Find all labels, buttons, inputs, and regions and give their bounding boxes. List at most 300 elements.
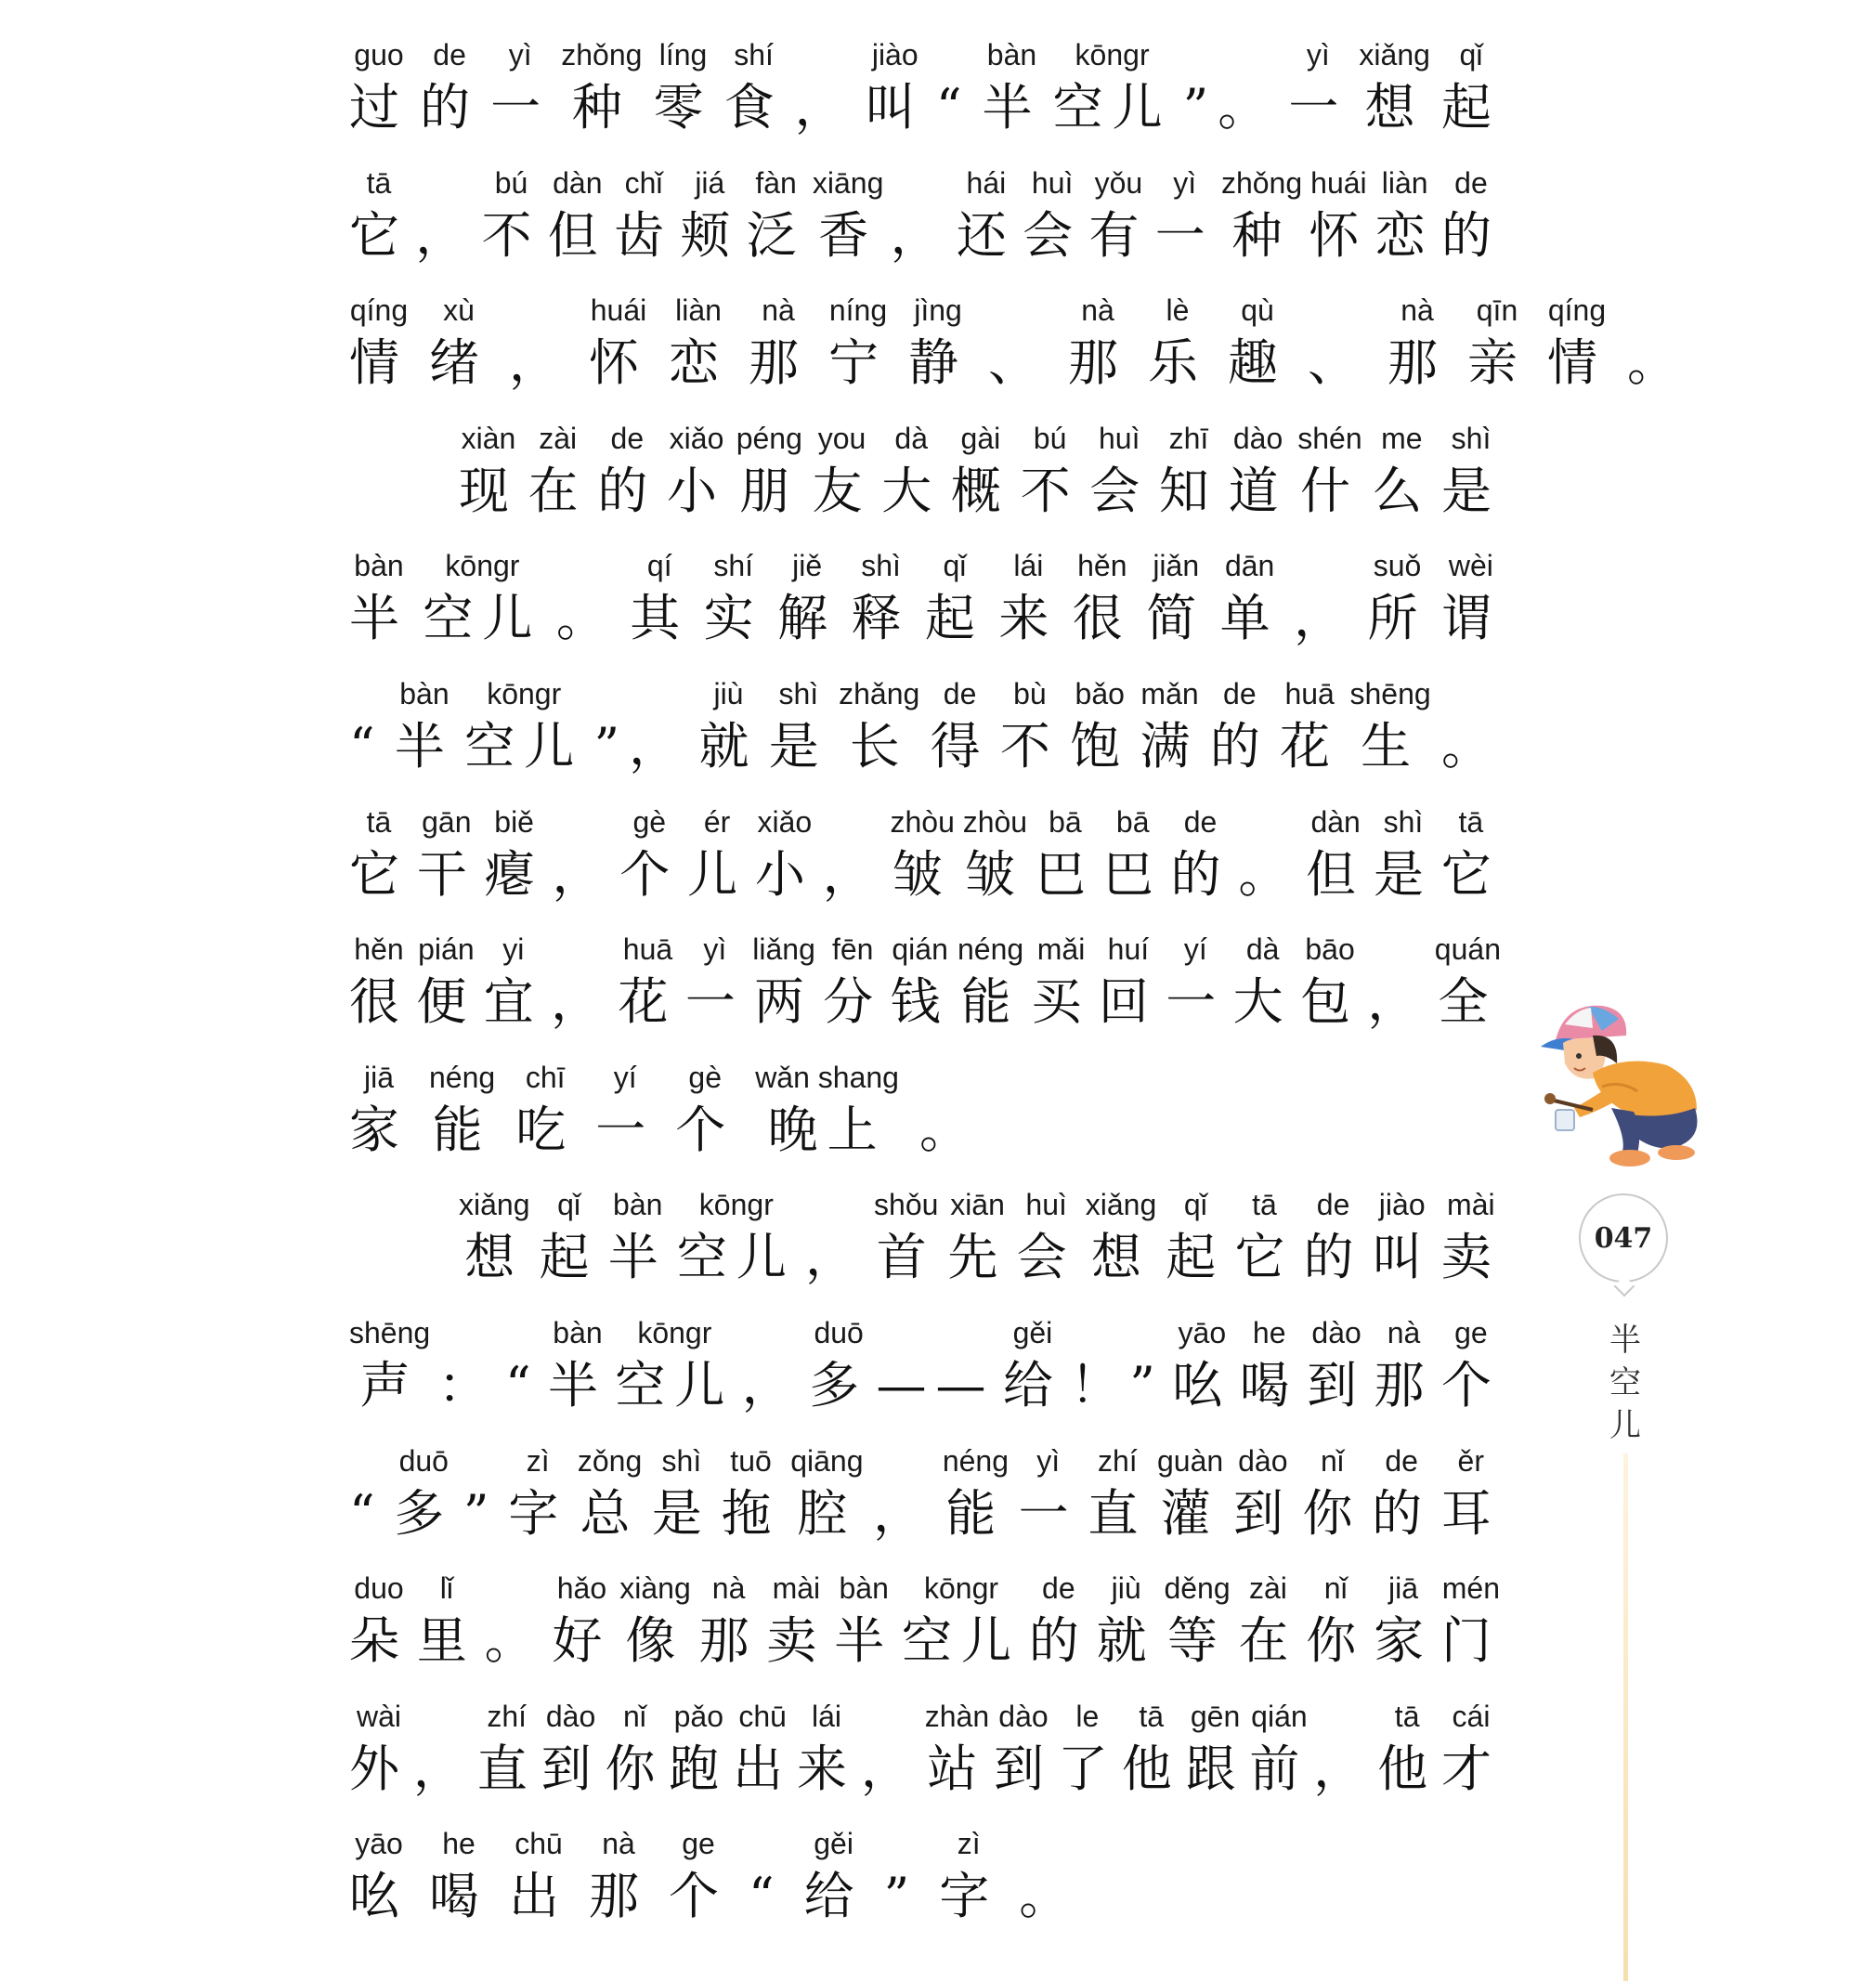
pinyin: ge: [1454, 1315, 1488, 1349]
hanzi: 跑: [669, 1739, 729, 1798]
pinyin: dào: [1232, 421, 1283, 455]
ruby-token: [490, 35, 550, 137]
hanzi: 儿: [687, 844, 748, 904]
hanzi: 一: [1288, 78, 1348, 137]
hanzi: 静: [908, 333, 968, 393]
ruby-token: [349, 802, 409, 905]
ruby-token: [505, 1313, 541, 1415]
pinyin: hái: [966, 165, 1007, 200]
hanzi: 。: [484, 1611, 544, 1671]
ruby-token: [749, 291, 808, 393]
hanzi: 喝: [1239, 1355, 1299, 1414]
ruby-token: [1021, 419, 1080, 521]
ruby-token: [1304, 1185, 1363, 1287]
hanzi: 是: [1440, 461, 1501, 520]
hanzi: ，: [1313, 1739, 1374, 1798]
pinyin: hěn: [354, 932, 404, 967]
hanzi: 全: [1438, 972, 1498, 1032]
hanzi: 吃: [515, 1100, 576, 1159]
pinyin: ěr: [1457, 1443, 1484, 1478]
hanzi: 他: [1377, 1739, 1438, 1798]
pinyin: gè: [688, 1060, 722, 1094]
text-line: [349, 1824, 1501, 1952]
hanzi: 释: [851, 589, 911, 648]
ruby-token: [1053, 35, 1172, 137]
hanzi: 不: [481, 205, 541, 265]
pinyin: qián: [892, 932, 948, 967]
ruby-token: [597, 419, 657, 521]
ruby-token: [963, 802, 1027, 905]
hanzi: “: [349, 716, 384, 775]
hanzi: 能: [432, 1100, 492, 1159]
pinyin: chū: [738, 1699, 787, 1733]
ruby-token: [541, 1697, 601, 1799]
hanzi: ”。: [1182, 78, 1278, 137]
hanzi: 它: [1234, 1228, 1295, 1287]
ruby-token: [1233, 930, 1293, 1032]
hanzi: 能: [960, 972, 1021, 1032]
hanzi: 现: [459, 461, 518, 520]
ruby-token: [742, 1313, 801, 1415]
ruby-token: [459, 419, 518, 521]
ruby-token: [1086, 1185, 1157, 1287]
ruby-token: [698, 674, 758, 776]
pinyin: yì: [508, 38, 532, 72]
hanzi: 齿: [614, 205, 674, 265]
ruby-token: [515, 1058, 575, 1160]
pinyin: qǐ: [943, 549, 967, 583]
ruby-token: [1374, 1569, 1433, 1671]
pinyin: tā: [1458, 804, 1484, 839]
hanzi: 叫: [865, 78, 925, 137]
ruby-token: [669, 1824, 728, 1926]
hanzi: ，: [552, 844, 612, 904]
ruby-token: [925, 1697, 989, 1799]
ruby-token: [552, 1569, 611, 1671]
ruby-token: [1302, 1441, 1361, 1544]
pinyin: nǐ: [622, 1699, 646, 1733]
ruby-token: [1441, 419, 1501, 521]
hanzi: 的: [597, 461, 658, 520]
ruby-token: [415, 163, 475, 266]
ruby-token: [1088, 163, 1148, 266]
ruby-token: [755, 1058, 899, 1160]
ruby-token: [1166, 1185, 1225, 1287]
pinyin: duo: [354, 1571, 404, 1606]
hanzi: 瘪: [484, 844, 544, 904]
hanzi: 绪: [429, 333, 489, 393]
hanzi: 空儿: [464, 716, 584, 775]
pinyin: kōngr: [487, 676, 562, 710]
pinyin: bāo: [1305, 932, 1355, 967]
hanzi: 才: [1441, 1739, 1501, 1798]
ruby-token: [423, 546, 541, 648]
hanzi: 皱: [892, 844, 953, 904]
hanzi: 总: [580, 1483, 640, 1543]
sidebar-divider: [1623, 1453, 1628, 1981]
pinyin: ge: [682, 1827, 715, 1861]
pinyin: he: [442, 1827, 476, 1861]
pinyin: qǐ: [557, 1188, 581, 1222]
pinyin: wèi: [1448, 549, 1493, 583]
boy-eating-icon: [1537, 998, 1713, 1179]
ruby-token: [931, 674, 990, 776]
ruby-token: [1221, 163, 1302, 266]
ruby-token: [1238, 802, 1297, 905]
hanzi: 巴: [1035, 844, 1095, 904]
hanzi: 空儿: [615, 1355, 735, 1414]
ruby-token: [809, 1313, 868, 1415]
hanzi: 花: [618, 972, 678, 1032]
hanzi: 跟: [1185, 1739, 1245, 1798]
pinyin: tuō: [730, 1443, 772, 1478]
ruby-token: [1300, 930, 1360, 1032]
ruby-token: [1023, 163, 1082, 266]
ruby-token: [1019, 1824, 1078, 1926]
hanzi: 来: [998, 589, 1059, 648]
pinyin: shì: [1451, 421, 1492, 455]
ruby-token: [420, 35, 479, 137]
ruby-token: [540, 1185, 599, 1287]
ruby-token: [852, 546, 911, 648]
pinyin: jiā: [363, 1060, 394, 1094]
pinyin: suǒ: [1373, 549, 1422, 583]
ruby-token: [349, 1569, 409, 1671]
text-line: [349, 163, 1501, 292]
hanzi: 。: [1627, 333, 1687, 393]
ruby-token: [551, 930, 610, 1032]
ruby-token: [1233, 1441, 1293, 1544]
ruby-token: [630, 546, 689, 648]
hanzi: 起: [1166, 1228, 1226, 1287]
hanzi: ，: [860, 1739, 920, 1798]
pinyin: wǎn shang: [755, 1060, 899, 1094]
hanzi: 想: [1364, 78, 1425, 137]
ruby-token: [349, 1824, 409, 1926]
ruby-token: [699, 1569, 759, 1671]
ruby-token: [1070, 674, 1129, 776]
pinyin: duō: [398, 1443, 449, 1478]
hanzi: ，: [873, 1483, 933, 1543]
ruby-token: [1068, 291, 1127, 393]
pinyin: zhòu: [962, 804, 1028, 839]
hanzi: 饱: [1070, 716, 1130, 775]
pinyin: xù: [443, 293, 475, 328]
ruby-token: [1367, 546, 1427, 648]
hanzi: “: [749, 1867, 784, 1926]
hanzi: 那: [1374, 1355, 1434, 1414]
ruby-token: [548, 163, 607, 266]
pinyin: you: [817, 421, 866, 455]
hanzi: “: [935, 78, 971, 137]
pinyin: ér: [703, 804, 731, 839]
ruby-token: [1441, 163, 1501, 266]
hanzi: ，: [509, 333, 568, 393]
ruby-token: [948, 1185, 1008, 1287]
ruby-token: [733, 1697, 792, 1799]
ruby-token: [654, 35, 713, 137]
pinyin: liàn: [1381, 165, 1428, 200]
ruby-token: [1249, 1697, 1309, 1799]
text-line: [349, 546, 1501, 674]
hanzi: 亲: [1467, 333, 1527, 393]
pinyin: jiǎn: [1153, 549, 1200, 583]
ruby-token: [349, 163, 409, 266]
hanzi: 字: [508, 1483, 568, 1543]
hanzi: 多: [809, 1355, 869, 1414]
hanzi: 能: [945, 1483, 1006, 1543]
ruby-token: [1294, 546, 1353, 648]
hanzi: 半: [834, 1611, 894, 1671]
hanzi: ，: [794, 78, 854, 137]
ruby-token: [1017, 1185, 1076, 1287]
ruby-token: [509, 291, 568, 393]
ruby-token: [1070, 1313, 1165, 1415]
hanzi: 一: [1154, 205, 1215, 265]
chapter-title-char: 半: [1609, 1322, 1641, 1359]
text-line: [349, 1569, 1501, 1697]
pinyin: xiàn: [461, 421, 516, 455]
ruby-token: [429, 1058, 495, 1160]
ruby-token: [685, 930, 745, 1032]
hanzi: 好: [552, 1611, 612, 1671]
ruby-token: [1372, 1441, 1431, 1544]
pinyin: xiǎng: [1085, 1188, 1157, 1222]
ruby-token: [769, 674, 828, 776]
pinyin: lǐ: [439, 1571, 453, 1606]
ruby-token: [823, 930, 882, 1032]
pinyin: shì: [661, 1443, 702, 1478]
hanzi: ，: [890, 205, 950, 265]
ruby-token: [795, 35, 854, 137]
pinyin: qiāng: [790, 1443, 864, 1478]
hanzi: 小: [667, 461, 727, 520]
ruby-token: [1238, 1569, 1297, 1671]
pinyin: qí: [646, 549, 672, 583]
ruby-token: [1240, 1313, 1299, 1415]
hanzi: 单: [1219, 589, 1280, 648]
ruby-token: [805, 1185, 865, 1287]
ruby-token: [1122, 1697, 1181, 1799]
ruby-token: [866, 35, 925, 137]
hanzi: 半: [349, 589, 409, 648]
hanzi: 便: [416, 972, 476, 1032]
pinyin: huā: [622, 932, 673, 967]
hanzi: 皱: [965, 844, 1025, 904]
ruby-token: [1097, 1569, 1156, 1671]
hanzi: 的: [1303, 1228, 1363, 1287]
ruby-token: [1297, 419, 1361, 521]
hanzi: 的: [420, 78, 480, 137]
text-line: [349, 802, 1501, 931]
hanzi: 到: [1307, 1355, 1367, 1414]
hanzi: 。: [918, 1100, 979, 1159]
hanzi: 谓: [1440, 589, 1501, 648]
ruby-token: [605, 1697, 664, 1799]
hanzi: 你: [605, 1739, 665, 1798]
hanzi: 的: [1028, 1611, 1088, 1671]
hanzi: 一: [684, 972, 745, 1032]
hanzi: 其: [630, 589, 690, 648]
ruby-token: [438, 1313, 498, 1415]
hanzi: 卖: [1440, 1228, 1501, 1287]
hanzi: 想: [1091, 1228, 1152, 1287]
ruby-token: [484, 930, 543, 1032]
ruby-token: [413, 1697, 473, 1799]
hanzi: 字: [939, 1867, 999, 1926]
ruby-token: [1099, 930, 1158, 1032]
hanzi: 外: [349, 1739, 409, 1798]
pinyin: jiā: [1388, 1571, 1419, 1606]
pinyin: yí: [613, 1060, 637, 1094]
hanzi: ，: [415, 205, 476, 265]
hanzi: 泛: [746, 205, 806, 265]
chapter-title: [1602, 1319, 1648, 1447]
hanzi: 家: [349, 1100, 409, 1159]
hanzi: “: [504, 1355, 541, 1414]
ruby-token: [1058, 1697, 1117, 1799]
pinyin: néng: [942, 1443, 1009, 1478]
pinyin: jiù: [713, 676, 744, 710]
hanzi: 前: [1249, 1739, 1309, 1798]
ruby-token: [1229, 419, 1288, 521]
pinyin: jiá: [695, 165, 725, 200]
hanzi: 概: [950, 461, 1010, 520]
ruby-token: [1373, 1185, 1432, 1287]
hanzi: 所: [1367, 589, 1427, 648]
hanzi: 种: [1231, 205, 1292, 265]
hanzi: 半: [607, 1228, 668, 1287]
pinyin: de: [433, 38, 466, 72]
pinyin: gěi: [1012, 1315, 1053, 1349]
hanzi: 在: [528, 461, 588, 520]
page-number: 047: [1594, 1221, 1653, 1255]
text-line: [349, 674, 1501, 802]
pinyin: shì: [778, 676, 819, 710]
hanzi: 的: [1209, 716, 1270, 775]
ruby-token: [1441, 1697, 1501, 1799]
hanzi: 食: [723, 78, 784, 137]
hanzi: 你: [1306, 1611, 1366, 1671]
chapter-title-char: 儿: [1609, 1407, 1641, 1444]
pinyin: de: [1385, 1443, 1418, 1478]
ruby-token: [1183, 35, 1278, 137]
pinyin: néng: [429, 1060, 496, 1094]
hanzi: 么: [1372, 461, 1432, 520]
hanzi: 起: [539, 1228, 599, 1287]
pinyin: hěn: [1077, 549, 1127, 583]
pinyin: nà: [762, 293, 795, 328]
ruby-token: [417, 1569, 476, 1671]
pinyin: nà: [1387, 1315, 1421, 1349]
hanzi: 很: [1072, 589, 1132, 648]
hanzi: 给: [803, 1867, 864, 1926]
pinyin: gēn: [1190, 1699, 1241, 1733]
ruby-token: [884, 1824, 919, 1926]
hanzi: 不: [999, 716, 1060, 775]
hanzi: 那: [698, 1611, 759, 1671]
pinyin: jiù: [1111, 1571, 1141, 1606]
ruby-token: [619, 802, 679, 905]
ruby-token: [1089, 419, 1149, 521]
hanzi: 、: [988, 333, 1048, 393]
ruby-token: [349, 930, 409, 1032]
pinyin: dà: [1245, 932, 1280, 967]
ruby-token: [482, 163, 541, 266]
hanzi: 起: [924, 589, 984, 648]
hanzi: 个: [1440, 1355, 1501, 1414]
hanzi: 会: [1089, 461, 1150, 520]
hanzi: 很: [349, 972, 409, 1032]
pinyin: bú: [494, 165, 528, 200]
pinyin: shén: [1297, 421, 1362, 455]
pinyin: de: [1316, 1188, 1350, 1222]
ruby-token: [828, 291, 888, 393]
hanzi: 回: [1098, 972, 1158, 1032]
ruby-token: [919, 1058, 979, 1160]
page-number-badge: [1579, 1193, 1668, 1283]
hanzi: 在: [1238, 1611, 1298, 1671]
hanzi: 出: [733, 1739, 793, 1798]
ruby-token: [395, 674, 454, 776]
hanzi: 宜: [483, 972, 543, 1032]
pinyin: zài: [539, 421, 578, 455]
ruby-token: [891, 930, 950, 1032]
hanzi: ——: [876, 1355, 996, 1414]
hanzi: ，: [551, 972, 611, 1032]
pinyin: wài: [356, 1699, 401, 1733]
hanzi: 他: [1121, 1739, 1181, 1798]
hanzi: 但: [547, 205, 607, 265]
hanzi: 空儿: [902, 1611, 1021, 1671]
hanzi: ”: [462, 1483, 499, 1543]
ruby-token: [1186, 1697, 1245, 1799]
hanzi: 空儿: [1052, 78, 1172, 137]
pinyin: dào: [545, 1699, 596, 1733]
pinyin: yāo: [355, 1827, 403, 1861]
ruby-token: [349, 1441, 384, 1544]
hanzi: 灌: [1160, 1483, 1220, 1543]
hanzi: 吆: [349, 1867, 409, 1926]
ruby-token: [669, 291, 728, 393]
pinyin: líng: [658, 38, 708, 72]
ruby-token: [881, 419, 941, 521]
hanzi: 解: [777, 589, 838, 648]
hanzi: “: [349, 1483, 384, 1543]
ruby-token: [349, 1313, 430, 1415]
hanzi: 有: [1088, 205, 1149, 265]
ruby-token: [998, 546, 1058, 648]
pinyin: de: [1223, 676, 1257, 710]
pinyin: péng: [736, 421, 802, 455]
pinyin: zhǎng: [839, 676, 920, 710]
hanzi: 乐: [1148, 333, 1207, 393]
pinyin: huí: [1107, 932, 1150, 967]
hanzi: 道: [1228, 461, 1288, 520]
ruby-token: [747, 163, 806, 266]
hanzi: 怀: [589, 333, 648, 393]
ruby-token: [704, 546, 763, 648]
pinyin: huì: [1025, 1188, 1067, 1222]
hanzi: 是: [1373, 844, 1433, 904]
pinyin: tā: [1139, 1699, 1165, 1733]
pinyin: zài: [1248, 1571, 1287, 1606]
pinyin: xiàng: [619, 1571, 691, 1606]
hanzi: 会: [1023, 205, 1083, 265]
hanzi: 的: [1170, 844, 1231, 904]
hanzi: 不: [1020, 461, 1080, 520]
hanzi: 一: [1018, 1483, 1078, 1543]
